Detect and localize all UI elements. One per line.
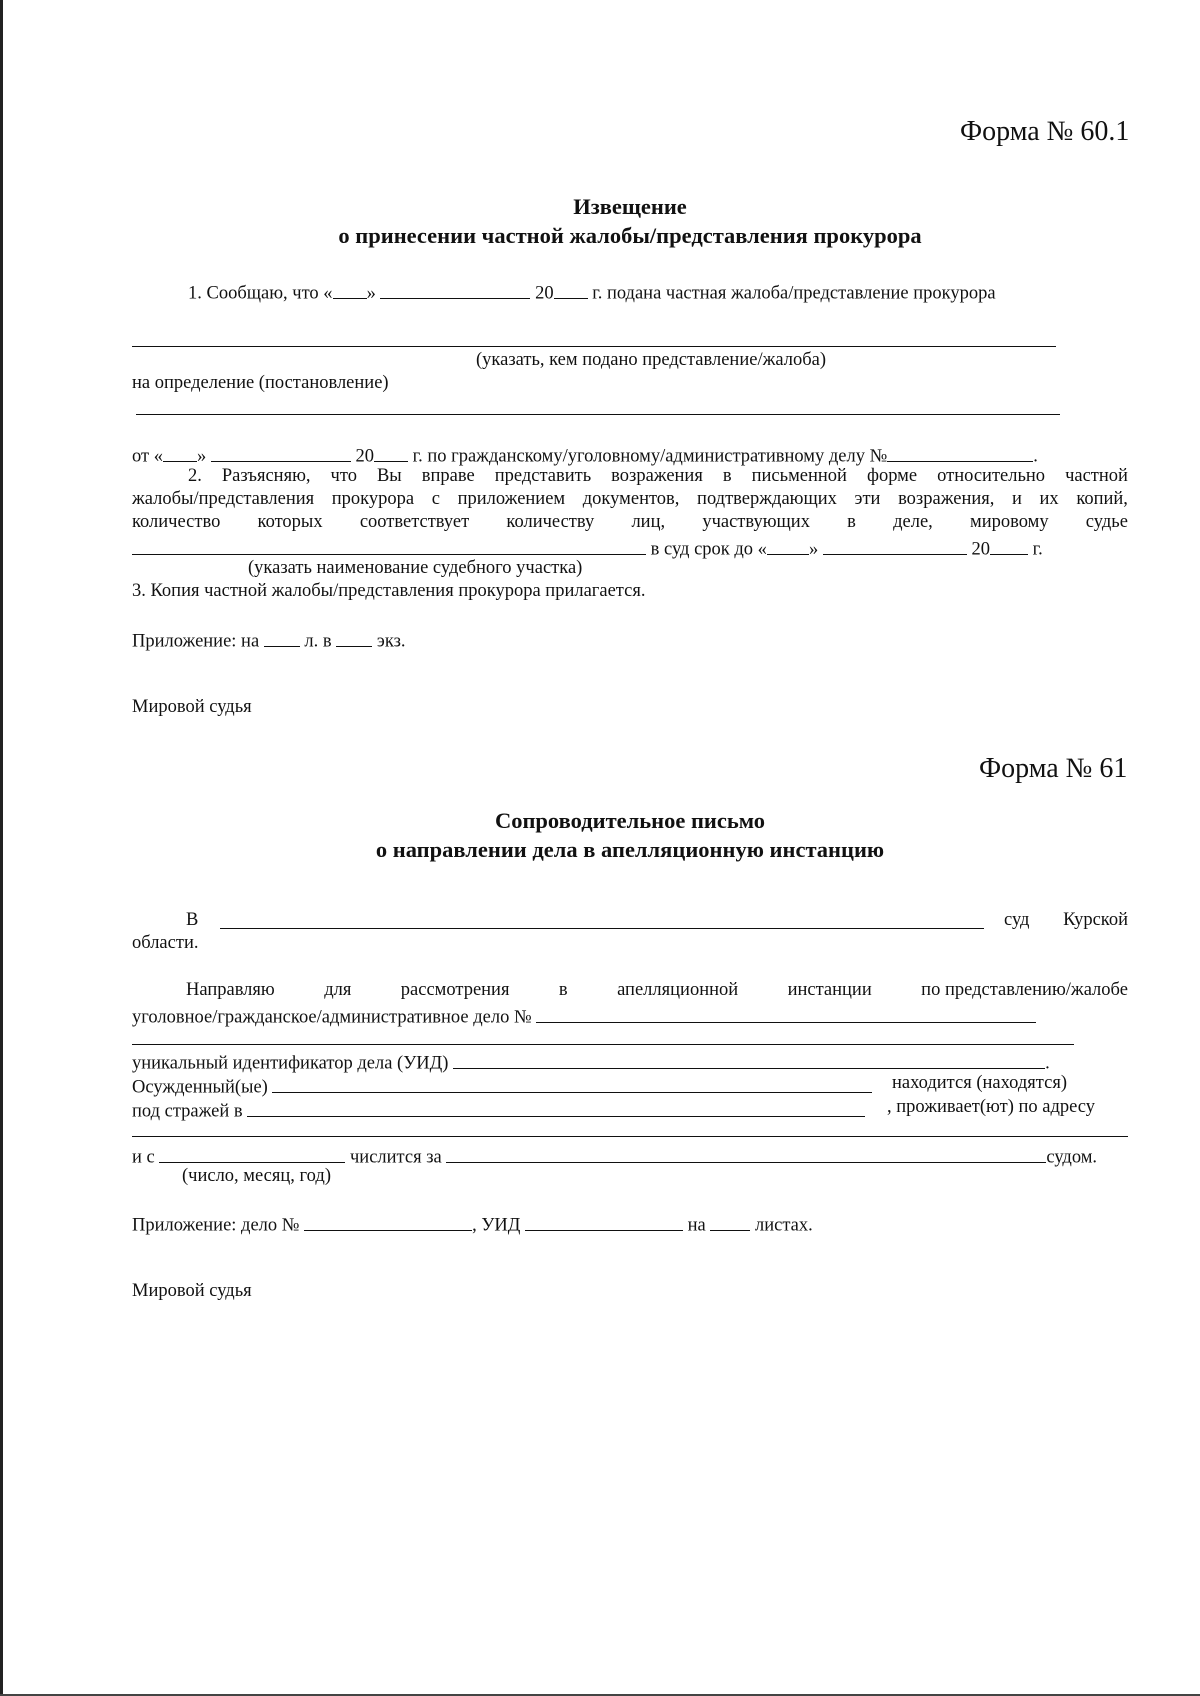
deadline-year-prefix: 20 bbox=[971, 539, 990, 560]
p2-line1-word: 2. bbox=[188, 466, 202, 486]
p2-line2-word: возражения, bbox=[898, 489, 995, 509]
p2-line1-word: возражения bbox=[611, 466, 703, 486]
p2-line2-word: прокурора bbox=[331, 489, 415, 509]
p2-line1-word: относительно bbox=[937, 466, 1046, 486]
case-period: . bbox=[1033, 446, 1038, 467]
and-since-label: и с bbox=[132, 1147, 155, 1168]
p2-line3-word: участвующих bbox=[702, 512, 810, 532]
custody-status: находится (находятся) bbox=[892, 1073, 1067, 1093]
p2-line2-word: документов, bbox=[582, 489, 680, 509]
court-word: Курской bbox=[1063, 910, 1128, 930]
appendix-uid-label: , УИД bbox=[472, 1215, 521, 1236]
send-word: по представлению/жалобе bbox=[921, 980, 1128, 1000]
uid-blank[interactable] bbox=[453, 1050, 1045, 1069]
send-word: для bbox=[324, 980, 352, 1000]
appendix-on-label: на bbox=[687, 1215, 706, 1236]
and-since-line bbox=[132, 1144, 1097, 1167]
case-number-blank[interactable] bbox=[887, 443, 1033, 462]
p2-line1-word: Вы bbox=[376, 466, 402, 486]
from-prefix: от « bbox=[132, 446, 163, 467]
form-61-signature: Мировой судья bbox=[132, 1281, 252, 1301]
convicted-label: Осужденный(ые) bbox=[132, 1077, 268, 1098]
appendix-sheets-label: л. в bbox=[304, 631, 332, 652]
notice-prefix: 1. Сообщаю, что « bbox=[188, 283, 333, 304]
submitter-blank[interactable] bbox=[132, 346, 1056, 347]
appendix-case-blank[interactable] bbox=[304, 1212, 472, 1231]
from-month-blank[interactable] bbox=[211, 443, 351, 462]
deadline-year-blank[interactable] bbox=[990, 536, 1028, 555]
p2-line1-word: представить bbox=[494, 466, 592, 486]
send-word: в bbox=[558, 980, 568, 1000]
p2-line2-word: жалобы/представления bbox=[132, 489, 315, 509]
resides-text: , проживает(ют) по адресу bbox=[887, 1097, 1096, 1117]
case-type-blank[interactable] bbox=[536, 1004, 1036, 1023]
listed-court-blank[interactable] bbox=[446, 1144, 1046, 1163]
p2-line1-word: Разъясняю, bbox=[221, 466, 311, 486]
form-601-title-line2: о принесении частной жалобы/представления прокурора bbox=[338, 223, 922, 248]
p2-line3-word: деле, bbox=[893, 512, 933, 532]
p2-line4 bbox=[132, 536, 1043, 559]
form-601-notice-line bbox=[188, 280, 996, 303]
appendix-copies-blank[interactable] bbox=[336, 628, 372, 647]
p2-line2-word: эти bbox=[854, 489, 881, 509]
p2-line1-word: вправе bbox=[421, 466, 475, 486]
hint-date: (число, месяц, год) bbox=[182, 1166, 331, 1186]
p2-line1-word: в bbox=[722, 466, 732, 486]
appendix-sheets-label-61: листах. bbox=[755, 1215, 813, 1236]
convicted-blank[interactable] bbox=[272, 1074, 872, 1093]
case-text: г. по гражданскому/уголовному/административному делу № bbox=[412, 446, 888, 467]
court-section-blank[interactable] bbox=[132, 536, 646, 555]
p2-line2-word: их bbox=[1039, 489, 1059, 509]
p2-line2-word: копий, bbox=[1076, 489, 1128, 509]
p2-line1-word: что bbox=[330, 466, 357, 486]
case-type-label: уголовное/гражданское/административное дело № bbox=[132, 1007, 532, 1028]
deadline-quote-close: » bbox=[808, 539, 819, 560]
p2-line2 bbox=[132, 490, 1128, 509]
send-line bbox=[186, 981, 1128, 1000]
p2-line3-word: мировому bbox=[970, 512, 1049, 532]
p2-line1-word: частной bbox=[1065, 466, 1128, 486]
form-601-number: Форма № 60.1 bbox=[960, 116, 1130, 147]
p2-line3-word: лиц, bbox=[631, 512, 666, 532]
uid-label: уникальный идентификатор дела (УИД) bbox=[132, 1053, 449, 1074]
uid-line bbox=[132, 1050, 1050, 1073]
appendix-uid-blank[interactable] bbox=[525, 1212, 683, 1231]
custody-place-blank[interactable] bbox=[247, 1098, 865, 1117]
from-year-blank[interactable] bbox=[374, 443, 408, 462]
appendix-copies-label: экз. bbox=[376, 631, 406, 652]
hint-submitter: (указать, кем подано представление/жалоба) bbox=[476, 350, 827, 370]
region-label: области. bbox=[132, 933, 199, 953]
deadline-text: в суд срок до « bbox=[650, 539, 767, 560]
custody-label: под стражей в bbox=[132, 1101, 243, 1122]
p2-line1 bbox=[188, 467, 1128, 486]
from-date-line bbox=[132, 443, 1038, 466]
form-601-signature: Мировой судья bbox=[132, 697, 252, 717]
p2-line2-word: и bbox=[1012, 489, 1022, 509]
to-prefix: В bbox=[186, 910, 199, 930]
appendix-case-label: Приложение: дело № bbox=[132, 1215, 300, 1236]
appendix-prefix: Приложение: на bbox=[132, 631, 260, 652]
form-601-title-line1: Извещение bbox=[573, 194, 687, 219]
p2-line1-word: форме bbox=[866, 466, 918, 486]
deadline-year-suffix: г. bbox=[1032, 539, 1043, 560]
form-61-appendix bbox=[132, 1212, 813, 1235]
p2-line2-word: с bbox=[431, 489, 440, 509]
p2-line3-word: соответствует bbox=[359, 512, 470, 532]
send-word: Направляю bbox=[186, 980, 275, 1000]
from-day-blank[interactable] bbox=[163, 443, 197, 462]
p2-line3-word: в bbox=[847, 512, 856, 532]
year-blank[interactable] bbox=[554, 280, 588, 299]
month-blank[interactable] bbox=[380, 280, 530, 299]
p2-line3-word: количеству bbox=[506, 512, 595, 532]
deadline-month-blank[interactable] bbox=[823, 536, 967, 555]
from-year-prefix: 20 bbox=[355, 446, 374, 467]
on-ruling-label: на определение (постановление) bbox=[132, 373, 389, 393]
hint-court: (указать наименование судебного участка) bbox=[248, 558, 583, 578]
p2-line3-word: которых bbox=[257, 512, 323, 532]
case-type-line bbox=[132, 1004, 1036, 1027]
send-word: инстанции bbox=[787, 980, 872, 1000]
p2-line3-word: судье bbox=[1085, 512, 1128, 532]
p3-copy-attached: 3. Копия частной жалобы/представления прокурора прилагается. bbox=[132, 581, 646, 601]
p2-line3 bbox=[132, 513, 1128, 532]
court-name-blank[interactable] bbox=[220, 928, 984, 929]
case-type-blank-2[interactable] bbox=[132, 1044, 1074, 1045]
listed-for-label: числится за bbox=[350, 1147, 442, 1168]
from-quote-close: » bbox=[196, 446, 207, 467]
p2-line2-word: приложением bbox=[457, 489, 566, 509]
uid-period: . bbox=[1045, 1053, 1050, 1074]
quote-close: » bbox=[366, 283, 376, 304]
send-word: апелляционной bbox=[617, 980, 739, 1000]
send-word: рассмотрения bbox=[400, 980, 510, 1000]
appendix-sheets-blank[interactable] bbox=[264, 628, 300, 647]
custody-line bbox=[132, 1098, 865, 1121]
deadline-day-blank[interactable] bbox=[767, 536, 809, 555]
form-601-appendix bbox=[132, 628, 406, 651]
form-61-title-line1: Сопроводительное письмо bbox=[494, 808, 766, 833]
ruling-blank[interactable] bbox=[136, 414, 1060, 415]
address-blank[interactable] bbox=[132, 1136, 1128, 1137]
year-prefix: 20 bbox=[535, 283, 554, 304]
p2-line2-word: подтверждающих bbox=[697, 489, 837, 509]
form-61-title-line2: о направлении дела в апелляционную инстанцию bbox=[375, 837, 885, 862]
day-blank[interactable] bbox=[333, 280, 367, 299]
court-kursk bbox=[1004, 911, 1128, 930]
court-end: судом. bbox=[1046, 1147, 1098, 1168]
form-61-number: Форма № 61 bbox=[979, 753, 1128, 784]
notice-suffix: г. подана частная жалоба/представление прокурора bbox=[592, 283, 996, 304]
convicted-line bbox=[132, 1074, 872, 1097]
p2-line3-word: количество bbox=[132, 512, 221, 532]
appendix-sheets-count-blank[interactable] bbox=[710, 1212, 750, 1231]
since-date-blank[interactable] bbox=[159, 1144, 345, 1163]
p2-line1-word: письменной bbox=[751, 466, 847, 486]
court-word: суд bbox=[1004, 910, 1030, 930]
